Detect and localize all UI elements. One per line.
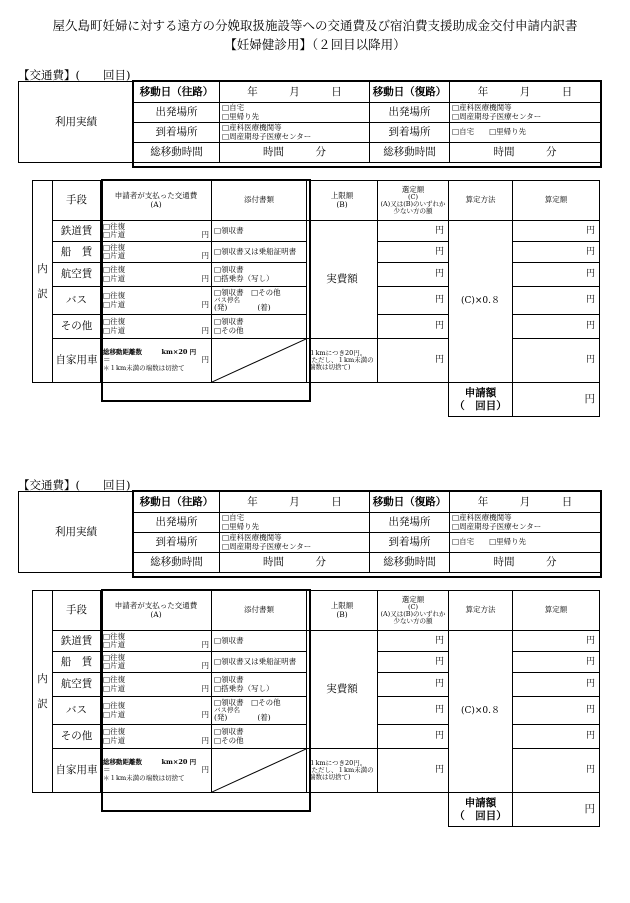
paid-cell[interactable] — [101, 242, 212, 263]
attachment-na-cell — [212, 339, 307, 383]
round-trip-checkbox[interactable]: □往復 — [103, 675, 126, 685]
usage-row-header: 利用実績 — [19, 492, 134, 573]
obstetric-facility-checkbox[interactable]: □産科医療機関等 — [452, 103, 512, 113]
attachment-cell[interactable] — [212, 631, 307, 652]
one-way-checkbox[interactable]: □片道 — [103, 325, 126, 335]
attachment-option: □領収書 — [214, 265, 244, 275]
outbound-date-label: 移動日（往路） — [134, 82, 220, 103]
return-date-label: 移動日（復路） — [370, 82, 450, 103]
attachment-cell[interactable] — [212, 263, 307, 287]
attachment-option: □その他 — [214, 735, 244, 745]
means-label: バス — [53, 697, 101, 725]
return-arrival-field[interactable]: □自宅 □里帰り先 — [450, 123, 601, 143]
means-label: その他 — [53, 315, 101, 339]
method-header: 算定方法 — [449, 591, 513, 631]
amount-header: 算定額 — [513, 181, 600, 221]
outbound-total-time-field[interactable]: 時間 分 — [220, 553, 370, 573]
yen-unit: 円 — [201, 683, 209, 693]
document-subtitle: 【妊婦健診用】（２回目以降用） — [224, 37, 406, 52]
one-way-checkbox[interactable]: □片道 — [103, 251, 126, 260]
calculated-amount[interactable]: 円 — [513, 263, 600, 287]
attachment-cell[interactable] — [212, 725, 307, 749]
paid-cell[interactable] — [101, 725, 212, 749]
attachment-option: □搭乗券（写し） — [214, 273, 274, 283]
round-trip-checkbox[interactable]: □往復 — [103, 242, 126, 252]
outbound-arrival-label: 到着場所 — [134, 533, 220, 553]
selected-amount[interactable]: 円 — [378, 697, 449, 725]
return-total-time-label: 総移動時間 — [370, 143, 450, 163]
one-way-checkbox[interactable]: □片道 — [103, 683, 126, 693]
return-arrival-label: 到着場所 — [370, 123, 450, 143]
round-trip-checkbox[interactable]: □往復 — [103, 631, 126, 641]
breakdown-table — [32, 590, 600, 827]
calculated-amount[interactable]: 円 — [513, 339, 600, 383]
attachment-cell[interactable] — [212, 315, 307, 339]
return-total-time-label: 総移動時間 — [370, 553, 450, 573]
return-total-time-field[interactable]: 時間 分 — [450, 143, 601, 163]
paid-cell[interactable] — [101, 221, 212, 242]
round-trip-checkbox[interactable]: □往復 — [103, 701, 126, 711]
apply-amount-label: 申請額 （ 回目） — [449, 383, 513, 417]
selected-header: 選定額 (C) (A)又は(B)のいずれか少ない方の額 — [378, 181, 449, 221]
return-departure-label: 出発場所 — [370, 103, 450, 123]
paid-cell[interactable] — [101, 287, 212, 315]
attachment-option: □領収書 — [214, 675, 244, 685]
attachment-option: □領収書又は乗船証明書 — [214, 656, 297, 666]
usage-table — [18, 491, 601, 573]
yen-unit: 円 — [201, 355, 209, 365]
selected-amount[interactable]: 円 — [378, 242, 449, 263]
attachment-option: □領収書 □その他 — [214, 697, 281, 707]
method-cell: (C)×0.８ — [449, 221, 513, 383]
home-checkbox[interactable]: □自宅 — [222, 513, 245, 523]
car-distance-formula: 総移動距離数 km×20 円 — [103, 758, 197, 767]
one-way-checkbox[interactable]: □片道 — [103, 735, 126, 745]
selected-amount[interactable]: 円 — [378, 652, 449, 673]
attachment-cell[interactable] — [212, 697, 307, 725]
car-limit-note: １kmにつき20円。(ただし、１km未満の端数は切捨て) — [307, 749, 378, 793]
car-distance-cell[interactable] — [101, 749, 212, 793]
return-departure-field[interactable] — [450, 513, 601, 533]
limit-cell: 実費額 — [307, 631, 378, 749]
paid-cell[interactable] — [101, 315, 212, 339]
car-distance-formula: 総移動距離数 km×20 円 — [103, 348, 197, 357]
perinatal-center-checkbox[interactable]: □周産期母子医療センター — [222, 131, 312, 141]
attachment-cell[interactable] — [212, 287, 307, 315]
limit-cell: 実費額 — [307, 221, 378, 339]
one-way-checkbox[interactable]: □片道 — [103, 230, 126, 239]
means-label: 船 賃 — [53, 242, 101, 263]
yen-unit: 円 — [201, 325, 209, 335]
breakdown-side-label: 内 訳 — [33, 181, 53, 383]
outbound-departure-field[interactable] — [220, 103, 370, 123]
outbound-departure-label: 出発場所 — [134, 103, 220, 123]
selected-amount[interactable]: 円 — [378, 673, 449, 697]
round-trip-checkbox[interactable]: □往復 — [103, 221, 126, 231]
one-way-checkbox[interactable]: □片道 — [103, 299, 126, 309]
calculated-amount[interactable]: 円 — [513, 315, 600, 339]
parents-home-checkbox[interactable]: □里帰り先 — [222, 111, 260, 121]
round-trip-checkbox[interactable]: □往復 — [103, 317, 126, 327]
attachment-header: 添付書類 — [212, 181, 307, 221]
breakdown-row — [33, 631, 600, 652]
attachment-option: □領収書 — [214, 225, 244, 235]
document-title: 屋久島町妊婦に対する遠方の分娩取扱施設等への交通費及び宿泊費支援助成金交付申請内訳書 — [52, 18, 578, 33]
yen-unit: 円 — [201, 251, 209, 260]
attachment-option: □その他 — [214, 325, 244, 335]
yen-unit: 円 — [201, 709, 209, 719]
yen-unit: 円 — [201, 765, 209, 775]
selected-amount[interactable]: 円 — [378, 315, 449, 339]
rounding-note: ＊１km未満の端数は切捨て — [103, 363, 185, 372]
attachment-cell[interactable] — [212, 652, 307, 673]
breakdown-side-label: 内 訳 — [33, 591, 53, 793]
outbound-arrival-field[interactable] — [220, 533, 370, 553]
round-trip-checkbox[interactable]: □往復 — [103, 652, 126, 662]
obstetric-facility-checkbox[interactable]: □産科医療機関等 — [222, 123, 282, 133]
attachment-option: □搭乗券（写し） — [214, 683, 274, 693]
means-label: 自家用車 — [53, 339, 101, 383]
limit-header: 上限額 (B) — [307, 591, 378, 631]
calculated-amount[interactable]: 円 — [513, 749, 600, 793]
outbound-total-time-label: 総移動時間 — [134, 143, 220, 163]
obstetric-facility-checkbox[interactable]: □産科医療機関等 — [452, 513, 512, 523]
paid-cell[interactable] — [101, 697, 212, 725]
rounding-note: ＊１km未満の端数は切捨て — [103, 773, 185, 782]
paid-cell[interactable] — [101, 631, 212, 652]
round-trip-checkbox[interactable]: □往復 — [103, 291, 126, 301]
attachment-option: バス停名 — [214, 705, 240, 714]
apply-amount-label: 申請額 （ 回目） — [449, 793, 513, 827]
attachment-na-cell — [212, 749, 307, 793]
car-row — [33, 749, 600, 793]
means-label: バス — [53, 287, 101, 315]
outbound-date-field[interactable]: 年 月 日 — [220, 492, 370, 513]
car-limit-note: １kmにつき20円。(ただし、１km未満の端数は切捨て) — [307, 339, 378, 383]
means-label: 航空賃 — [53, 673, 101, 697]
method-header: 算定方法 — [449, 181, 513, 221]
means-header: 手段 — [53, 591, 101, 631]
attachment-cell[interactable] — [212, 221, 307, 242]
paid-cell[interactable] — [101, 263, 212, 287]
selected-amount[interactable]: 円 — [378, 339, 449, 383]
means-header: 手段 — [53, 181, 101, 221]
attachment-cell[interactable] — [212, 673, 307, 697]
outbound-date-label: 移動日（往路） — [134, 492, 220, 513]
home-checkbox[interactable]: □自宅 — [222, 103, 245, 113]
paid-header: 申請者が支払った交通費 (A) — [101, 181, 212, 221]
outbound-departure-field[interactable] — [220, 513, 370, 533]
one-way-checkbox[interactable]: □片道 — [103, 709, 126, 719]
attachment-header: 添付書類 — [212, 591, 307, 631]
paid-cell[interactable] — [101, 652, 212, 673]
paid-cell[interactable] — [101, 673, 212, 697]
usage-table — [18, 81, 601, 163]
car-distance-cell[interactable] — [101, 339, 212, 383]
yen-unit: 円 — [201, 299, 209, 309]
return-arrival-field[interactable]: □自宅 □里帰り先 — [450, 533, 601, 553]
one-way-checkbox[interactable]: □片道 — [103, 640, 126, 649]
outbound-total-time-label: 総移動時間 — [134, 553, 220, 573]
means-label: 鉄道賃 — [53, 221, 101, 242]
paid-header: 申請者が支払った交通費 (A) — [101, 591, 212, 631]
equals-sign: ＝ — [103, 355, 111, 365]
calculated-amount[interactable]: 円 — [513, 242, 600, 263]
breakdown-row — [33, 221, 600, 242]
return-date-field[interactable]: 年 月 日 — [450, 492, 601, 513]
calculated-amount[interactable]: 円 — [513, 631, 600, 652]
attachment-option: □領収書 — [214, 635, 244, 645]
outbound-departure-label: 出発場所 — [134, 513, 220, 533]
selected-amount[interactable]: 円 — [378, 287, 449, 315]
return-total-time-field[interactable]: 時間 分 — [450, 553, 601, 573]
selected-amount[interactable]: 円 — [378, 725, 449, 749]
means-label: 船 賃 — [53, 652, 101, 673]
selected-amount[interactable]: 円 — [378, 263, 449, 287]
attachment-option: (発) (着) — [214, 303, 271, 313]
calculated-amount[interactable]: 円 — [513, 725, 600, 749]
calculated-amount[interactable]: 円 — [513, 287, 600, 315]
return-departure-label: 出発場所 — [370, 513, 450, 533]
apply-amount-field[interactable]: 円 — [513, 793, 600, 827]
amount-header: 算定額 — [513, 591, 600, 631]
round-trip-checkbox[interactable]: □往復 — [103, 727, 126, 737]
outbound-total-time-field[interactable]: 時間 分 — [220, 143, 370, 163]
method-cell: (C)×0.８ — [449, 631, 513, 793]
equals-sign: ＝ — [103, 765, 111, 775]
calculated-amount[interactable]: 円 — [513, 652, 600, 673]
attachment-option: (発) (着) — [214, 713, 271, 723]
section-label: 【交通費】( 回目) — [18, 68, 131, 82]
means-label: 鉄道賃 — [53, 631, 101, 652]
calculated-amount[interactable]: 円 — [513, 697, 600, 725]
obstetric-facility-checkbox[interactable]: □産科医療機関等 — [222, 533, 282, 543]
yen-unit: 円 — [201, 230, 209, 239]
means-label: 自家用車 — [53, 749, 101, 793]
return-date-label: 移動日（復路） — [370, 492, 450, 513]
attachment-option: □領収書 — [214, 317, 244, 327]
perinatal-center-checkbox[interactable]: □周産期母子医療センター — [222, 541, 312, 551]
outbound-date-field[interactable]: 年 月 日 — [220, 82, 370, 103]
attachment-cell[interactable] — [212, 242, 307, 263]
outbound-arrival-field[interactable] — [220, 123, 370, 143]
usage-row-header: 利用実績 — [19, 82, 134, 163]
yen-unit: 円 — [201, 735, 209, 745]
attachment-option: バス停名 — [214, 295, 240, 304]
yen-unit: 円 — [201, 640, 209, 649]
attachment-option: □領収書 □その他 — [214, 287, 281, 297]
means-label: その他 — [53, 725, 101, 749]
selected-header: 選定額 (C) (A)又は(B)のいずれか少ない方の額 — [378, 591, 449, 631]
selected-amount[interactable]: 円 — [378, 749, 449, 793]
return-date-field[interactable]: 年 月 日 — [450, 82, 601, 103]
outbound-arrival-label: 到着場所 — [134, 123, 220, 143]
yen-unit: 円 — [201, 661, 209, 670]
return-departure-field[interactable] — [450, 103, 601, 123]
perinatal-center-checkbox[interactable]: □周産期母子医療センター — [452, 111, 542, 121]
limit-header: 上限額 (B) — [307, 181, 378, 221]
car-row — [33, 339, 600, 383]
return-arrival-label: 到着場所 — [370, 533, 450, 553]
calculated-amount[interactable]: 円 — [513, 221, 600, 242]
perinatal-center-checkbox[interactable]: □周産期母子医療センター — [452, 521, 542, 531]
round-trip-checkbox[interactable]: □往復 — [103, 265, 126, 275]
yen-unit: 円 — [201, 273, 209, 283]
section-label: 【交通費】( 回目) — [18, 478, 131, 492]
attachment-option: □領収書又は乗船証明書 — [214, 246, 297, 256]
apply-amount-field[interactable]: 円 — [513, 383, 600, 417]
calculated-amount[interactable]: 円 — [513, 673, 600, 697]
selected-amount[interactable]: 円 — [378, 221, 449, 242]
parents-home-checkbox[interactable]: □里帰り先 — [222, 521, 260, 531]
attachment-option: □領収書 — [214, 727, 244, 737]
means-label: 航空賃 — [53, 263, 101, 287]
one-way-checkbox[interactable]: □片道 — [103, 661, 126, 670]
one-way-checkbox[interactable]: □片道 — [103, 273, 126, 283]
selected-amount[interactable]: 円 — [378, 631, 449, 652]
breakdown-table — [32, 180, 600, 417]
